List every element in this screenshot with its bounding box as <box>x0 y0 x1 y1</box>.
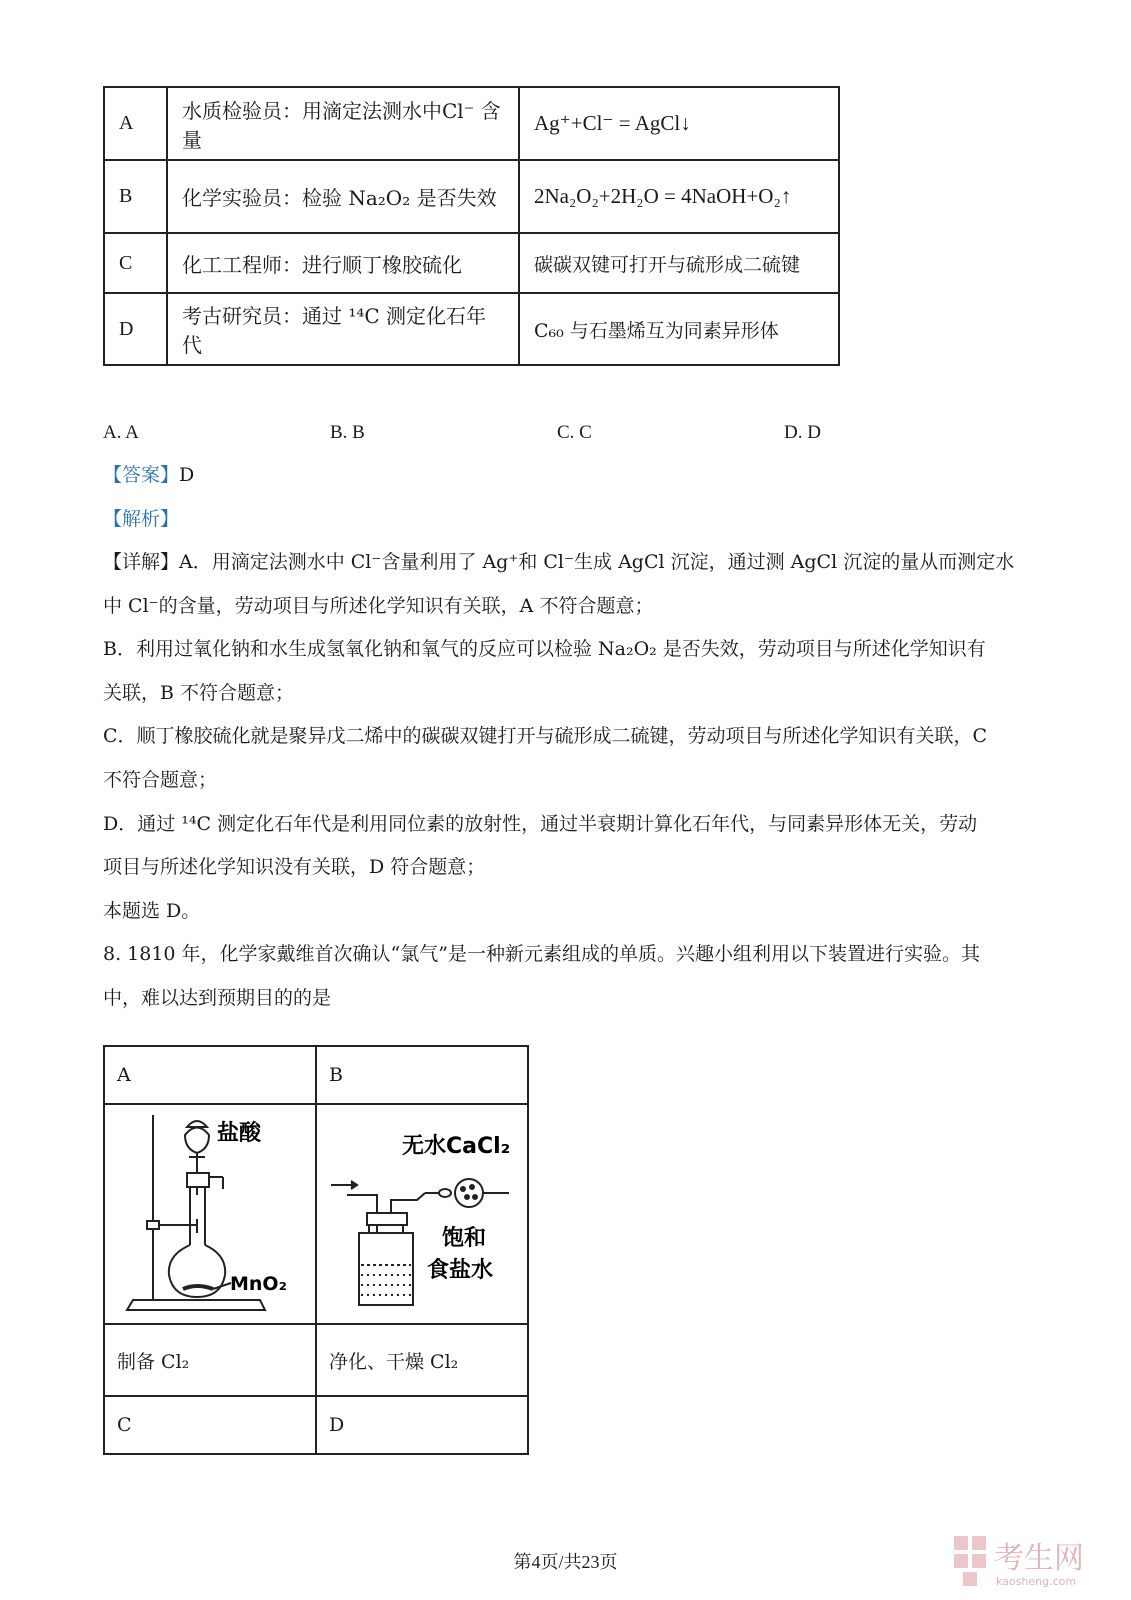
mno2-label: MnO₂ <box>230 1273 287 1295</box>
row-key: C <box>104 233 167 293</box>
cell-head-b: B <box>316 1046 528 1104</box>
row-knowledge: Ag⁺+Cl⁻ = AgCl↓ <box>519 87 839 160</box>
question-line: 中，难以达到预期目的的是 <box>103 987 332 1009</box>
table-row <box>104 1104 528 1324</box>
hcl-label: 盐酸 <box>217 1121 262 1146</box>
answer-line <box>103 463 194 487</box>
watermark-text: 考生网 <box>994 1541 1084 1576</box>
row-project: 考古研究员：通过 ¹⁴C 测定化石年代 <box>167 293 519 365</box>
analysis-label: 【解析】 <box>103 508 180 530</box>
answer-label: 【答案】 <box>103 464 180 486</box>
detail-line: D．通过 ¹⁴C 测定化石年代是利用同位素的放射性，通过半衰期计算化石年代，与同素异形体无关，劳动 <box>103 813 978 835</box>
cell-head-c: C <box>104 1396 316 1454</box>
detail-line: 中 Cl⁻的含量，劳动项目与所述化学知识有关联，A 不符合题意； <box>103 595 654 617</box>
table-row <box>104 87 839 160</box>
detail-line: C．顺丁橡胶硫化就是聚异戊二烯中的碳碳双键打开与硫形成二硫键，劳动项目与所述化学知识有关联，C <box>103 725 988 747</box>
detail-line: 【详解】A．用滴定法测水中 Cl⁻含量利用了 Ag⁺和 Cl⁻生成 AgCl 沉淀，通过测 AgCl 沉淀的量从而测定水 <box>103 551 1015 573</box>
row-project: 化工工程师：进行顺丁橡胶硫化 <box>167 233 519 293</box>
table-row <box>104 1396 528 1454</box>
row-project: 水质检验员：用滴定法测水中Cl⁻ 含量 <box>167 87 519 160</box>
option-a: A. A <box>103 422 139 443</box>
row-knowledge: C₆₀ 与石墨烯互为同素异形体 <box>519 293 839 365</box>
table-row <box>104 160 839 233</box>
detail-line: B．利用过氧化钠和水生成氢氧化钠和氧气的反应可以检验 Na₂O₂ 是否失效，劳动项目与所述化学知识有 <box>103 638 986 660</box>
table-row <box>104 293 839 365</box>
apparatus-table <box>103 1045 529 1455</box>
caption-b: 净化、干燥 Cl₂ <box>316 1324 528 1396</box>
row-project: 化学实验员：检验 Na₂O₂ 是否失效 <box>167 160 519 233</box>
figure-b-cell <box>316 1104 528 1324</box>
table-row <box>104 1324 528 1396</box>
cell-head-d: D <box>316 1396 528 1454</box>
cell-head-a: A <box>104 1046 316 1104</box>
question-line: 8. 1810 年，化学家戴维首次确认“氯气”是一种新元素组成的单质。兴趣小组利用以下装置进行实验。其 <box>103 943 980 965</box>
table-row <box>104 233 839 293</box>
table-row <box>104 1046 528 1104</box>
options-table <box>103 86 840 366</box>
option-b: B. B <box>330 422 365 443</box>
detail-line: 项目与所述化学知识没有关联，D 符合题意； <box>103 856 486 878</box>
page-number: 第4页/共23页 <box>513 1552 618 1572</box>
apparatus-a-figure <box>105 1105 315 1323</box>
cacl2-label: 无水CaCl₂ <box>402 1134 511 1159</box>
row-key: B <box>104 160 167 233</box>
row-knowledge: 碳碳双键可打开与硫形成二硫键 <box>519 233 839 293</box>
detail-line: 不符合题意； <box>103 769 218 791</box>
watermark-icon <box>950 1530 1125 1590</box>
apparatus-b-figure <box>317 1105 527 1323</box>
saturated-label: 饱和 <box>442 1226 487 1251</box>
row-key: A <box>104 87 167 160</box>
watermark-url: kaosheng.com <box>996 1575 1077 1588</box>
detail-line: 关联，B 不符合题意； <box>103 682 295 704</box>
option-c: C. C <box>557 422 592 443</box>
answer-value: D <box>179 464 195 486</box>
caption-a: 制备 Cl₂ <box>104 1324 316 1396</box>
row-knowledge: 2Na₂O₂+2H₂O = 4NaOH+O₂↑ <box>519 160 839 233</box>
brine-label: 食盐水 <box>427 1258 494 1283</box>
option-d: D. D <box>784 422 821 443</box>
watermark-logo <box>950 1530 1125 1590</box>
detail-line: 本题选 D。 <box>103 900 201 922</box>
row-key: D <box>104 293 167 365</box>
figure-a-cell <box>104 1104 316 1324</box>
